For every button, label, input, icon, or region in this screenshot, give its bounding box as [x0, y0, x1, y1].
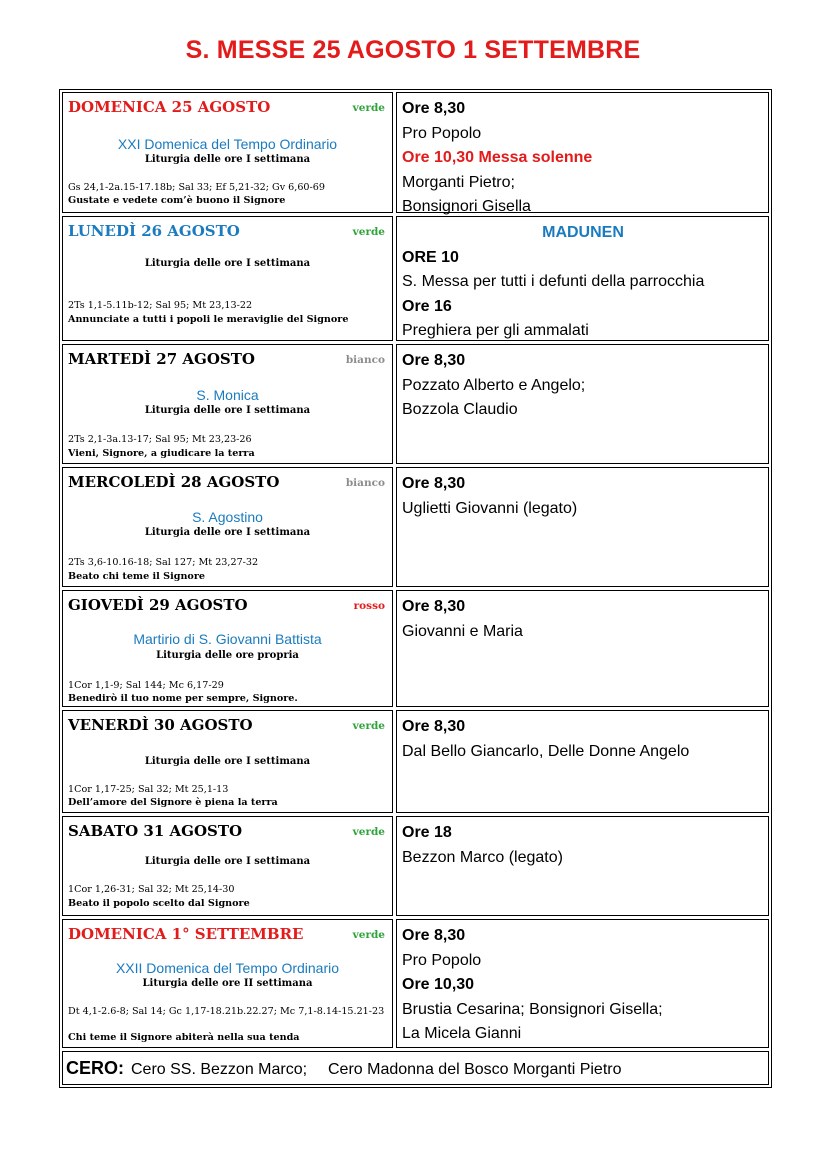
psalm-refrain: Vieni, Signore, a giudicare la terra: [68, 448, 255, 459]
psalm-refrain: Gustate e vedete com’è buono il Signore: [68, 195, 286, 206]
mass-line: Pozzato Alberto e Angelo;: [402, 376, 586, 394]
mass-list: [402, 472, 764, 521]
mass-cell: [396, 710, 769, 813]
celebration: S. Agostino: [192, 509, 263, 525]
mass-cell: [396, 816, 769, 916]
mass-line: Ore 8,30: [402, 598, 466, 615]
mass-line: Ore 8,30: [402, 927, 466, 944]
page-title: S. MESSE 25 AGOSTO 1 SETTEMBRE: [185, 36, 641, 64]
day-cell: [62, 344, 393, 464]
mass-line: Ore 8,30: [402, 475, 466, 492]
mass-line: Morganti Pietro;: [402, 173, 515, 191]
celebration: S. Monica: [196, 387, 259, 403]
cero-first: Cero SS. Bezzon Marco;: [131, 1061, 308, 1078]
mass-cell: [396, 92, 769, 213]
psalm-refrain: Chi teme il Signore abiterà nella sua tenda: [68, 1032, 300, 1043]
mass-line: Ore 8,30: [402, 352, 466, 369]
liturgy-week: Liturgia delle ore propria: [156, 650, 299, 661]
liturgical-color: verde: [352, 226, 385, 238]
readings: 1Cor 1,1-9; Sal 144; Mc 6,17-29: [68, 680, 224, 691]
mass-cell: [396, 344, 769, 464]
liturgy-week: Liturgia delle ore I settimana: [144, 756, 311, 767]
day-title: SABATO 31 AGOSTO: [68, 822, 243, 840]
day-title: LUNEDÌ 26 AGOSTO: [68, 222, 240, 240]
psalm-refrain: Beato chi teme il Signore: [68, 571, 205, 582]
psalm-refrain: Dell’amore del Signore è piena la terra: [68, 797, 278, 808]
mass-list: [402, 821, 764, 870]
day-cell: [62, 590, 393, 707]
mass-line: Ore 10,30: [402, 976, 475, 993]
liturgical-color: verde: [352, 720, 385, 732]
mass-line: Ore 8,30: [402, 100, 466, 117]
liturgy-week: Liturgia delle ore I settimana: [144, 154, 311, 165]
day-cell: [62, 710, 393, 813]
mass-line: Ore 8,30: [402, 718, 466, 735]
day-cell: [62, 919, 393, 1048]
celebration: Martirio di S. Giovanni Battista: [133, 631, 322, 647]
liturgical-color: verde: [352, 929, 385, 941]
readings: 2Ts 2,1-3a.13-17; Sal 95; Mt 23,23-26: [68, 434, 252, 445]
readings: 2Ts 3,6-10.16-18; Sal 127; Mt 23,27-32: [68, 557, 259, 568]
mass-line: Pro Popolo: [402, 124, 482, 142]
mass-line: Ore 10,30 Messa solenne: [402, 149, 593, 166]
liturgy-week: Liturgia delle ore II settimana: [142, 978, 313, 989]
mass-list: [402, 221, 764, 344]
liturgical-color: verde: [352, 102, 385, 114]
day-title: DOMENICA 25 AGOSTO: [68, 98, 271, 116]
day-title: GIOVEDÌ 29 AGOSTO: [68, 596, 248, 614]
psalm-refrain: Benedirò il tuo nome per sempre, Signore.: [68, 693, 298, 704]
mass-line: Bozzola Claudio: [402, 401, 518, 418]
readings: 2Ts 1,1-5.11b-12; Sal 95; Mt 23,13-22: [68, 300, 253, 311]
mass-line: Giovanni e Maria: [402, 622, 523, 640]
celebration: XXI Domenica del Tempo Ordinario: [117, 136, 338, 152]
mass-line: Ore 16: [402, 297, 452, 315]
liturgy-week: Liturgia delle ore I settimana: [144, 527, 311, 538]
liturgy-week: Liturgia delle ore I settimana: [144, 405, 311, 416]
cero-label: CERO:: [66, 1058, 124, 1078]
mass-line: La Micela Gianni: [402, 1025, 522, 1042]
mass-cell: [396, 919, 769, 1048]
mass-line: Brustia Cesarina; Bonsignori Gisella;: [402, 1000, 663, 1018]
liturgical-color: verde: [352, 826, 385, 838]
liturgical-color: bianco: [345, 477, 385, 489]
mass-list: [402, 349, 764, 423]
mass-line: Dal Bello Giancarlo, Delle Donne Angelo: [402, 742, 690, 760]
mass-list: [402, 715, 764, 764]
mass-line: S. Messa per tutti i defunti della parrocchia: [402, 273, 705, 290]
readings: Dt 4,1-2.6-8; Sal 14; Gc 1,17-18.21b.22.27; Mc 7,1-8.14-15.21-23: [68, 1006, 385, 1017]
mass-list: [402, 97, 764, 220]
day-cell: [62, 816, 393, 916]
day-title: MARTEDÌ 27 AGOSTO: [68, 350, 255, 368]
mass-line: Pro Popolo: [402, 951, 482, 969]
day-title: DOMENICA 1° SETTEMBRE: [68, 925, 304, 943]
liturgical-color: bianco: [345, 354, 385, 366]
mass-list: [402, 595, 764, 644]
psalm-refrain: Beato il popolo scelto dal Signore: [68, 898, 250, 909]
mass-cell: [396, 590, 769, 707]
readings: Gs 24,1-2a.15-17.18b; Sal 33; Ef 5,21-32; Gv 6,60-69: [68, 182, 325, 193]
mass-line: ORE 10: [402, 248, 459, 266]
mass-line: MADUNEN: [542, 224, 624, 241]
readings: 1Cor 1,17-25; Sal 32; Mt 25,1-13: [68, 784, 229, 795]
mass-cell: [396, 216, 769, 341]
liturgical-color: rosso: [353, 600, 385, 612]
celebration: XXII Domenica del Tempo Ordinario: [115, 960, 340, 976]
day-title: MERCOLEDÌ 28 AGOSTO: [68, 473, 280, 491]
day-cell: [62, 92, 393, 213]
day-cell: [62, 467, 393, 587]
mass-list: [402, 924, 764, 1047]
cero-row: [62, 1051, 769, 1085]
mass-cell: [396, 467, 769, 587]
mass-line: Ore 18: [402, 824, 452, 841]
mass-line: Bezzon Marco (legato): [402, 848, 563, 866]
mass-line: Uglietti Giovanni (legato): [402, 499, 578, 517]
readings: 1Cor 1,26-31; Sal 32; Mt 25,14-30: [68, 884, 235, 895]
mass-line: Bonsignori Gisella: [402, 198, 531, 215]
liturgy-week: Liturgia delle ore I settimana: [144, 258, 311, 269]
liturgy-week: Liturgia delle ore I settimana: [144, 856, 311, 867]
mass-line: Preghiera per gli ammalati: [402, 322, 589, 339]
day-cell: [62, 216, 393, 341]
day-title: VENERDÌ 30 AGOSTO: [68, 716, 253, 734]
cero-second: Cero Madonna del Bosco Morganti Pietro: [328, 1061, 622, 1078]
psalm-refrain: Annunciate a tutti i popoli le meraviglie del Signore: [68, 314, 349, 325]
